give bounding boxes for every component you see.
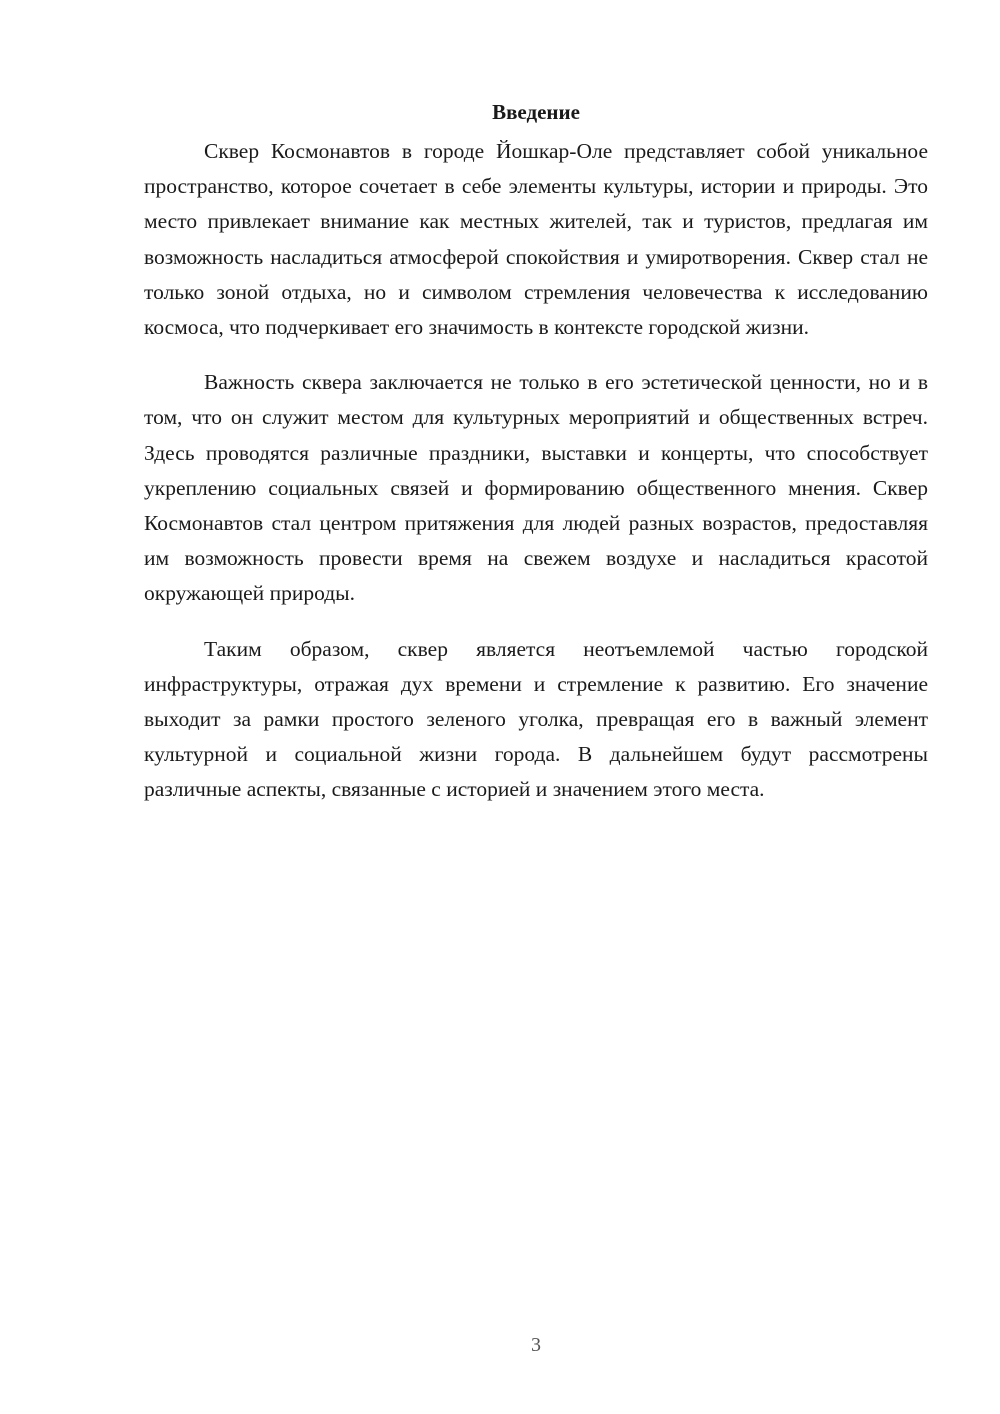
paragraph-1: Сквер Космонавтов в городе Йошкар-Оле представляет собой уникальное пространство, которое сочетает в себе элементы культуры, истории и природы. Это место привлекает внимание как местных жителей, так и туристов, предлагая им возможность насладиться атмосферой спокойствия и умиротворения. Сквер стал не только зоной отдыха, но и символом стремления человечества к исследованию космоса, что подчеркивает его значимость в контексте городской жизни. [144, 139, 928, 340]
page-content [144, 96, 928, 808]
page-number: 3 [531, 1334, 541, 1356]
section-title: Введение [492, 100, 580, 124]
paragraph-3: Таким образом, сквер является неотъемлемой частью городской инфраструктуры, отражая дух времени и стремление к развитию. Его значение выходит за рамки простого зеленого уголка, превращая его в важный элемент культурной и социальной жизни города. В дальнейшем будут рассмотрены различные аспекты, связанные с историей и значением этого места. [144, 636, 928, 802]
paragraph-2: Важность сквера заключается не только в его эстетической ценности, но и в том, что он служит местом для культурных мероприятий и общественных встреч. Здесь проводятся различные праздники, выставки и концерты, что способствует укреплению социальных связей и формированию общественного мнения. Сквер Космонавтов стал центром притяжения для людей разных возрастов, предоставляя им возможность провести время на свежем воздухе и насладиться красотой окружающей природы. [144, 370, 928, 606]
